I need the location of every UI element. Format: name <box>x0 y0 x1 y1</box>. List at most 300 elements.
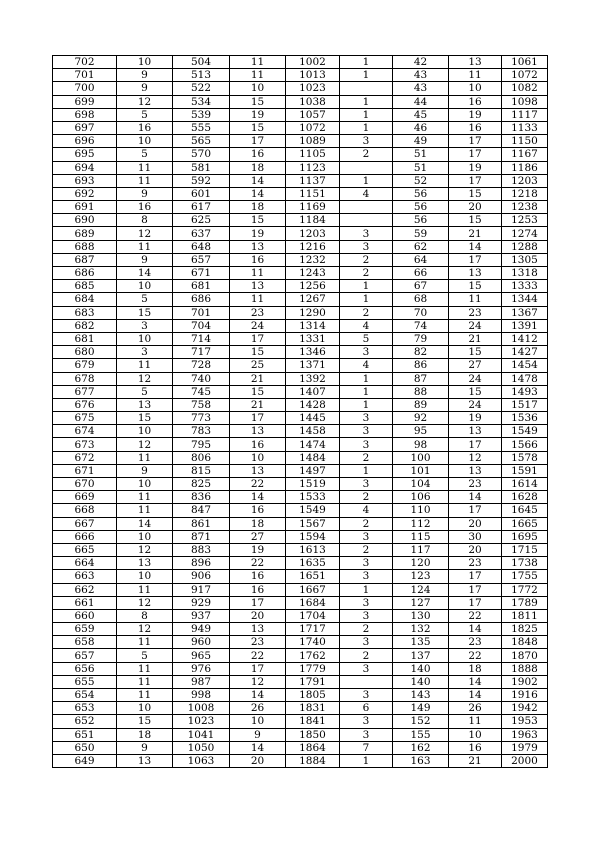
cell-cumulative-total: 1253 <box>502 214 548 227</box>
cell-cumulative-b: 1458 <box>286 425 340 438</box>
cell-count-b: 16 <box>230 583 286 596</box>
cell-score: 694 <box>53 161 117 174</box>
cell-cumulative-total: 1963 <box>502 728 548 741</box>
cell-cumulative-b: 1407 <box>286 385 340 398</box>
cell-count-c: 3 <box>340 728 393 741</box>
cell-cumulative-b: 1567 <box>286 517 340 530</box>
cell-count-b: 25 <box>230 359 286 372</box>
table-body <box>53 56 548 768</box>
cell-score: 660 <box>53 609 117 622</box>
cell-cumulative-total: 1133 <box>502 121 548 134</box>
cell-count-total: 17 <box>449 570 502 583</box>
cell-count-a: 15 <box>117 412 173 425</box>
table-row <box>53 214 548 227</box>
cell-score: 685 <box>53 280 117 293</box>
cell-cumulative-c: 110 <box>393 504 449 517</box>
cell-count-b: 18 <box>230 201 286 214</box>
cell-count-a: 10 <box>117 530 173 543</box>
cell-count-a: 10 <box>117 478 173 491</box>
cell-cumulative-c: 115 <box>393 530 449 543</box>
cell-cumulative-b: 1314 <box>286 319 340 332</box>
cell-cumulative-total: 1493 <box>502 385 548 398</box>
cell-score: 655 <box>53 675 117 688</box>
cell-count-b: 18 <box>230 161 286 174</box>
cell-score: 681 <box>53 332 117 345</box>
cell-count-a: 12 <box>117 438 173 451</box>
cell-cumulative-a: 565 <box>173 135 230 148</box>
cell-cumulative-total: 1082 <box>502 82 548 95</box>
cell-count-c: 1 <box>340 372 393 385</box>
cell-count-b: 16 <box>230 438 286 451</box>
cell-cumulative-a: 570 <box>173 148 230 161</box>
table-row <box>53 161 548 174</box>
cell-cumulative-total: 1566 <box>502 438 548 451</box>
cell-cumulative-total: 1454 <box>502 359 548 372</box>
cell-count-c: 3 <box>340 135 393 148</box>
table-row <box>53 425 548 438</box>
cell-cumulative-c: 68 <box>393 293 449 306</box>
cell-cumulative-c: 45 <box>393 108 449 121</box>
cell-cumulative-a: 836 <box>173 491 230 504</box>
cell-cumulative-total: 1953 <box>502 715 548 728</box>
cell-cumulative-b: 1232 <box>286 253 340 266</box>
cell-count-c: 3 <box>340 425 393 438</box>
cell-cumulative-a: 871 <box>173 530 230 543</box>
cell-cumulative-a: 795 <box>173 438 230 451</box>
cell-cumulative-b: 1256 <box>286 280 340 293</box>
cell-cumulative-total: 1318 <box>502 267 548 280</box>
cell-count-c: 2 <box>340 543 393 556</box>
cell-cumulative-total: 1549 <box>502 425 548 438</box>
cell-count-a: 11 <box>117 504 173 517</box>
cell-cumulative-total: 1478 <box>502 372 548 385</box>
cell-cumulative-total: 1061 <box>502 56 548 69</box>
cell-count-c: 1 <box>340 56 393 69</box>
cell-count-c: 1 <box>340 280 393 293</box>
table-row <box>53 517 548 530</box>
cell-count-total: 23 <box>449 306 502 319</box>
cell-cumulative-b: 1392 <box>286 372 340 385</box>
cell-score: 695 <box>53 148 117 161</box>
cell-count-a: 10 <box>117 702 173 715</box>
cell-count-c: 4 <box>340 359 393 372</box>
cell-count-c: 3 <box>340 596 393 609</box>
cell-cumulative-c: 155 <box>393 728 449 741</box>
cell-count-a: 12 <box>117 543 173 556</box>
cell-cumulative-b: 1831 <box>286 702 340 715</box>
cell-count-a: 9 <box>117 69 173 82</box>
table-row <box>53 741 548 754</box>
cell-score: 679 <box>53 359 117 372</box>
cell-count-c: 1 <box>340 174 393 187</box>
cell-count-a: 9 <box>117 187 173 200</box>
cell-count-c: 3 <box>340 636 393 649</box>
cell-cumulative-c: 140 <box>393 675 449 688</box>
table-row <box>53 557 548 570</box>
cell-cumulative-total: 1888 <box>502 662 548 675</box>
table-row <box>53 451 548 464</box>
cell-score: 654 <box>53 689 117 702</box>
cell-count-a: 13 <box>117 557 173 570</box>
cell-count-b: 13 <box>230 280 286 293</box>
cell-cumulative-total: 1902 <box>502 675 548 688</box>
cell-count-c <box>340 675 393 688</box>
cell-count-c: 1 <box>340 69 393 82</box>
cell-count-b: 13 <box>230 623 286 636</box>
table-row <box>53 662 548 675</box>
cell-count-b: 11 <box>230 293 286 306</box>
cell-count-b: 9 <box>230 728 286 741</box>
cell-count-b: 16 <box>230 148 286 161</box>
cell-cumulative-a: 745 <box>173 385 230 398</box>
cell-cumulative-a: 728 <box>173 359 230 372</box>
cell-cumulative-total: 1811 <box>502 609 548 622</box>
cell-count-a: 12 <box>117 95 173 108</box>
cell-score: 661 <box>53 596 117 609</box>
table-row <box>53 412 548 425</box>
cell-count-a: 12 <box>117 596 173 609</box>
cell-score: 667 <box>53 517 117 530</box>
cell-count-total: 30 <box>449 530 502 543</box>
cell-count-total: 16 <box>449 95 502 108</box>
cell-score: 664 <box>53 557 117 570</box>
cell-cumulative-c: 124 <box>393 583 449 596</box>
cell-cumulative-c: 49 <box>393 135 449 148</box>
cell-count-c: 3 <box>340 609 393 622</box>
cell-score: 697 <box>53 121 117 134</box>
cell-cumulative-b: 1331 <box>286 332 340 345</box>
cell-cumulative-a: 906 <box>173 570 230 583</box>
cell-count-total: 14 <box>449 689 502 702</box>
cell-count-c: 2 <box>340 623 393 636</box>
cell-cumulative-total: 1391 <box>502 319 548 332</box>
cell-count-b: 15 <box>230 385 286 398</box>
cell-count-b: 13 <box>230 240 286 253</box>
cell-count-total: 14 <box>449 623 502 636</box>
cell-count-c: 2 <box>340 267 393 280</box>
cell-cumulative-a: 861 <box>173 517 230 530</box>
cell-count-c: 1 <box>340 121 393 134</box>
table-row <box>53 623 548 636</box>
cell-count-a: 5 <box>117 649 173 662</box>
cell-cumulative-c: 143 <box>393 689 449 702</box>
cell-count-a: 14 <box>117 517 173 530</box>
table-row <box>53 95 548 108</box>
cell-cumulative-c: 152 <box>393 715 449 728</box>
cell-cumulative-c: 123 <box>393 570 449 583</box>
cell-count-a: 11 <box>117 240 173 253</box>
cell-count-total: 23 <box>449 478 502 491</box>
cell-cumulative-b: 1497 <box>286 464 340 477</box>
cell-count-a: 10 <box>117 280 173 293</box>
cell-count-b: 22 <box>230 649 286 662</box>
cell-cumulative-b: 1428 <box>286 398 340 411</box>
cell-cumulative-total: 1738 <box>502 557 548 570</box>
table-row <box>53 728 548 741</box>
cell-cumulative-a: 1041 <box>173 728 230 741</box>
cell-count-b: 11 <box>230 56 286 69</box>
cell-count-c: 1 <box>340 754 393 767</box>
cell-score: 650 <box>53 741 117 754</box>
cell-cumulative-a: 773 <box>173 412 230 425</box>
cell-cumulative-a: 504 <box>173 56 230 69</box>
cell-count-total: 14 <box>449 240 502 253</box>
cell-count-b: 17 <box>230 135 286 148</box>
table-row <box>53 636 548 649</box>
cell-count-b: 26 <box>230 702 286 715</box>
cell-score: 675 <box>53 412 117 425</box>
cell-score: 651 <box>53 728 117 741</box>
cell-count-c: 2 <box>340 306 393 319</box>
cell-count-c: 4 <box>340 319 393 332</box>
cell-score: 687 <box>53 253 117 266</box>
cell-count-a: 11 <box>117 689 173 702</box>
cell-cumulative-c: 88 <box>393 385 449 398</box>
cell-count-total: 21 <box>449 332 502 345</box>
cell-cumulative-a: 592 <box>173 174 230 187</box>
cell-cumulative-a: 717 <box>173 346 230 359</box>
cell-cumulative-total: 1238 <box>502 201 548 214</box>
cell-score: 677 <box>53 385 117 398</box>
cell-score: 653 <box>53 702 117 715</box>
cell-count-c: 3 <box>340 438 393 451</box>
cell-cumulative-total: 1715 <box>502 543 548 556</box>
cell-cumulative-b: 1884 <box>286 754 340 767</box>
cell-count-total: 13 <box>449 425 502 438</box>
cell-count-b: 20 <box>230 609 286 622</box>
cell-cumulative-total: 1825 <box>502 623 548 636</box>
cell-count-c: 3 <box>340 689 393 702</box>
cell-cumulative-c: 42 <box>393 56 449 69</box>
cell-count-total: 10 <box>449 82 502 95</box>
cell-cumulative-b: 1704 <box>286 609 340 622</box>
cell-cumulative-total: 1117 <box>502 108 548 121</box>
cell-score: 669 <box>53 491 117 504</box>
cell-cumulative-c: 87 <box>393 372 449 385</box>
cell-cumulative-a: 937 <box>173 609 230 622</box>
cell-score: 649 <box>53 754 117 767</box>
cell-count-b: 17 <box>230 596 286 609</box>
cell-count-total: 15 <box>449 187 502 200</box>
cell-count-b: 19 <box>230 108 286 121</box>
cell-cumulative-b: 1346 <box>286 346 340 359</box>
cell-cumulative-b: 1371 <box>286 359 340 372</box>
cell-count-total: 24 <box>449 372 502 385</box>
cell-cumulative-a: 701 <box>173 306 230 319</box>
table-row <box>53 346 548 359</box>
cell-count-a: 10 <box>117 332 173 345</box>
cell-cumulative-c: 62 <box>393 240 449 253</box>
cell-count-total: 22 <box>449 609 502 622</box>
cell-cumulative-b: 1038 <box>286 95 340 108</box>
cell-count-b: 14 <box>230 741 286 754</box>
cell-count-c: 4 <box>340 187 393 200</box>
cell-score: 665 <box>53 543 117 556</box>
cell-count-b: 22 <box>230 557 286 570</box>
cell-count-total: 19 <box>449 108 502 121</box>
score-distribution-table <box>52 55 548 768</box>
cell-score: 698 <box>53 108 117 121</box>
cell-cumulative-total: 1628 <box>502 491 548 504</box>
cell-cumulative-b: 1072 <box>286 121 340 134</box>
cell-cumulative-b: 1123 <box>286 161 340 174</box>
cell-cumulative-a: 806 <box>173 451 230 464</box>
cell-count-total: 19 <box>449 161 502 174</box>
cell-cumulative-a: 998 <box>173 689 230 702</box>
table-row <box>53 478 548 491</box>
cell-count-total: 15 <box>449 346 502 359</box>
cell-count-a: 13 <box>117 398 173 411</box>
cell-count-total: 14 <box>449 491 502 504</box>
cell-count-a: 12 <box>117 227 173 240</box>
cell-count-total: 11 <box>449 293 502 306</box>
cell-cumulative-c: 43 <box>393 82 449 95</box>
table-row <box>53 491 548 504</box>
cell-count-a: 11 <box>117 359 173 372</box>
cell-cumulative-total: 1427 <box>502 346 548 359</box>
cell-cumulative-c: 51 <box>393 161 449 174</box>
cell-cumulative-c: 163 <box>393 754 449 767</box>
cell-score: 676 <box>53 398 117 411</box>
cell-count-total: 16 <box>449 741 502 754</box>
cell-score: 652 <box>53 715 117 728</box>
cell-count-a: 5 <box>117 108 173 121</box>
cell-count-a: 16 <box>117 201 173 214</box>
cell-cumulative-total: 1367 <box>502 306 548 319</box>
table-row <box>53 69 548 82</box>
cell-cumulative-c: 67 <box>393 280 449 293</box>
table-row <box>53 174 548 187</box>
cell-count-a: 11 <box>117 583 173 596</box>
table-row <box>53 754 548 767</box>
cell-cumulative-c: 92 <box>393 412 449 425</box>
cell-count-c: 3 <box>340 715 393 728</box>
table-row <box>53 438 548 451</box>
cell-cumulative-total: 1288 <box>502 240 548 253</box>
cell-cumulative-b: 1137 <box>286 174 340 187</box>
cell-cumulative-c: 130 <box>393 609 449 622</box>
cell-count-c: 6 <box>340 702 393 715</box>
cell-count-total: 12 <box>449 451 502 464</box>
cell-count-a: 15 <box>117 306 173 319</box>
cell-count-total: 20 <box>449 517 502 530</box>
cell-count-c: 3 <box>340 240 393 253</box>
cell-score: 688 <box>53 240 117 253</box>
cell-cumulative-c: 74 <box>393 319 449 332</box>
cell-count-total: 24 <box>449 398 502 411</box>
cell-cumulative-c: 66 <box>393 267 449 280</box>
table-row <box>53 649 548 662</box>
cell-count-b: 13 <box>230 464 286 477</box>
cell-score: 699 <box>53 95 117 108</box>
cell-count-c: 4 <box>340 504 393 517</box>
cell-count-c: 3 <box>340 570 393 583</box>
cell-count-c: 1 <box>340 398 393 411</box>
cell-cumulative-c: 56 <box>393 201 449 214</box>
cell-count-total: 27 <box>449 359 502 372</box>
cell-count-b: 24 <box>230 319 286 332</box>
cell-cumulative-b: 1151 <box>286 187 340 200</box>
cell-cumulative-total: 1167 <box>502 148 548 161</box>
cell-count-c: 3 <box>340 662 393 675</box>
cell-cumulative-total: 1755 <box>502 570 548 583</box>
table-row <box>53 56 548 69</box>
cell-cumulative-total: 1305 <box>502 253 548 266</box>
cell-cumulative-a: 534 <box>173 95 230 108</box>
cell-cumulative-a: 522 <box>173 82 230 95</box>
cell-cumulative-total: 1218 <box>502 187 548 200</box>
cell-count-a: 11 <box>117 174 173 187</box>
cell-cumulative-total: 1591 <box>502 464 548 477</box>
cell-score: 670 <box>53 478 117 491</box>
cell-cumulative-a: 740 <box>173 372 230 385</box>
cell-cumulative-b: 1684 <box>286 596 340 609</box>
cell-count-total: 14 <box>449 675 502 688</box>
cell-cumulative-a: 929 <box>173 596 230 609</box>
cell-cumulative-a: 883 <box>173 543 230 556</box>
cell-cumulative-a: 825 <box>173 478 230 491</box>
cell-count-total: 19 <box>449 412 502 425</box>
cell-count-b: 15 <box>230 121 286 134</box>
cell-count-b: 14 <box>230 689 286 702</box>
cell-count-total: 17 <box>449 596 502 609</box>
cell-count-b: 10 <box>230 715 286 728</box>
cell-cumulative-a: 601 <box>173 187 230 200</box>
table-row <box>53 253 548 266</box>
cell-count-a: 10 <box>117 425 173 438</box>
cell-cumulative-b: 1290 <box>286 306 340 319</box>
cell-count-c: 3 <box>340 346 393 359</box>
cell-count-c <box>340 214 393 227</box>
cell-cumulative-a: 555 <box>173 121 230 134</box>
cell-cumulative-total: 1150 <box>502 135 548 148</box>
cell-cumulative-b: 1474 <box>286 438 340 451</box>
cell-cumulative-c: 79 <box>393 332 449 345</box>
cell-count-a: 16 <box>117 121 173 134</box>
cell-score: 690 <box>53 214 117 227</box>
cell-score: 682 <box>53 319 117 332</box>
cell-count-a: 5 <box>117 293 173 306</box>
cell-count-c: 1 <box>340 583 393 596</box>
cell-cumulative-c: 140 <box>393 662 449 675</box>
cell-count-a: 12 <box>117 623 173 636</box>
cell-count-b: 14 <box>230 491 286 504</box>
cell-count-total: 17 <box>449 174 502 187</box>
cell-cumulative-total: 1186 <box>502 161 548 174</box>
cell-count-a: 11 <box>117 161 173 174</box>
cell-cumulative-c: 56 <box>393 187 449 200</box>
cell-score: 673 <box>53 438 117 451</box>
cell-count-total: 15 <box>449 214 502 227</box>
cell-count-b: 11 <box>230 69 286 82</box>
cell-cumulative-a: 1008 <box>173 702 230 715</box>
cell-count-c <box>340 201 393 214</box>
cell-count-a: 5 <box>117 385 173 398</box>
cell-count-a: 13 <box>117 754 173 767</box>
cell-cumulative-c: 127 <box>393 596 449 609</box>
cell-cumulative-b: 1243 <box>286 267 340 280</box>
cell-score: 658 <box>53 636 117 649</box>
table-row <box>53 201 548 214</box>
cell-count-a: 11 <box>117 451 173 464</box>
cell-cumulative-total: 1645 <box>502 504 548 517</box>
cell-count-b: 13 <box>230 425 286 438</box>
table-row <box>53 570 548 583</box>
cell-count-total: 11 <box>449 69 502 82</box>
cell-count-total: 17 <box>449 438 502 451</box>
cell-cumulative-c: 101 <box>393 464 449 477</box>
cell-count-b: 19 <box>230 543 286 556</box>
